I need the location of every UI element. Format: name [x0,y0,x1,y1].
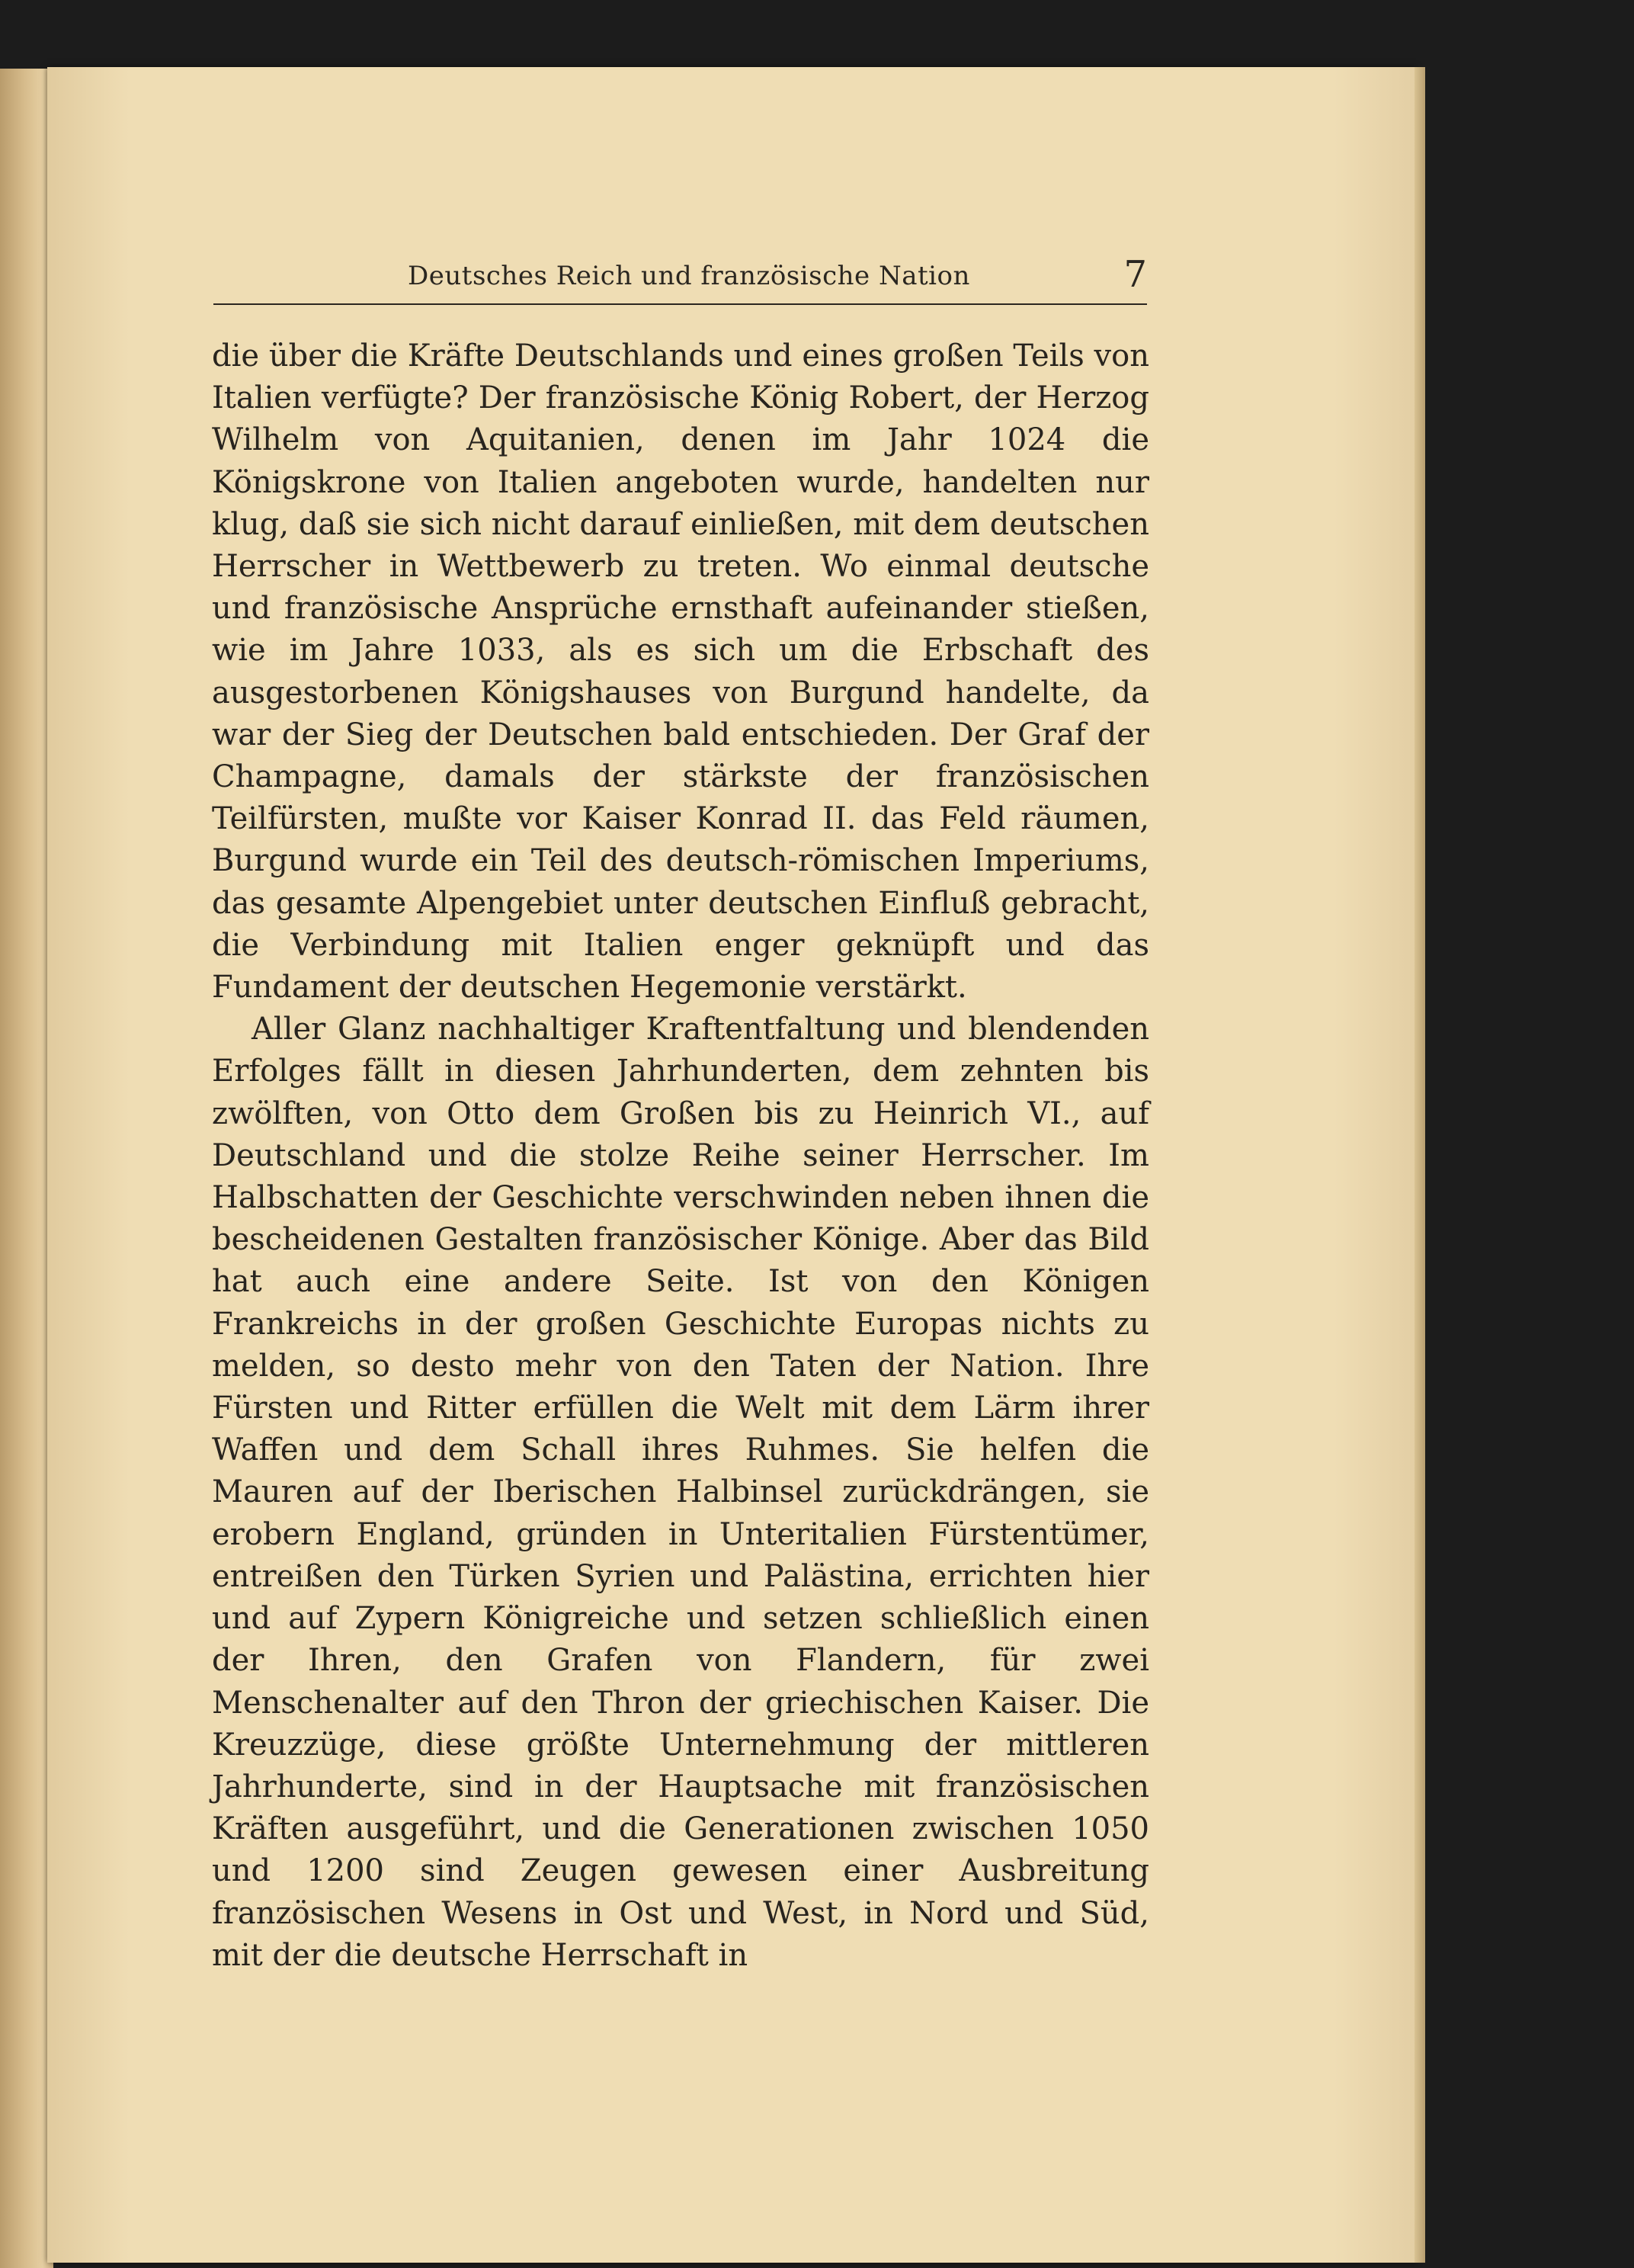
page-edge [1415,67,1425,2263]
running-title: Deutsches Reich und französische Nation [408,261,970,291]
paragraph: Aller Glanz nachhaltiger Kraftentfaltung und blendenden Erfolges fällt in diesen Jahrhunderten, dem zehnten bis zwölften, von Otto dem Großen bis zu Heinrich VI., auf Deutschland und die stolze Reihe seiner Herrscher. Im Halbschatten der Geschichte verschwinden neben ihnen die bescheidenen Gestalten französischer Könige. Aber das Bild hat auch eine andere Seite. Ist von den Königen Frankreichs in der großen Geschichte Europas nichts zu melden, so desto mehr von den Taten der Nation. Ihre Fürsten und Ritter erfüllen die Welt mit dem Lärm ihrer Waffen und dem Schall ihres Ruhmes. Sie helfen die Mauren auf der Iberischen Halbinsel zurückdrängen, sie erobern England, gründen in Unteritalien Fürstentümer, entreißen den Türken Syrien und Palästina, errichten hier und auf Zypern Königreiche und setzen schließlich einen der Ihren, den Grafen von Flandern, für zwei Menschenalter auf den Thron der griechischen Kaiser. Die Kreuzzüge, diese größte Unternehmung der mittleren Jahrhunderte, sind in der Hauptsache mit französischen Kräften ausgeführt, und die Generationen zwischen 1050 und 1200 sind Zeugen gewesen einer Ausbreitung französischen Wesens in Ost und West, in Nord und Süd, mit der die deutsche Herrschaft in [212,1012,1149,1973]
body-text [212,335,1149,1977]
page-number: 7 [1123,253,1147,296]
running-header [213,253,1147,305]
book-spine-edge [0,69,53,2268]
paragraph-continued: die über die Kräfte Deutschlands und eines großen Teils von Italien verfügte? Der französische König Robert, der Herzog Wilhelm von Aquitanien, denen im Jahr 1024 die Königskrone von Italien angeboten wurde, handelten nur klug, daß sie sich nicht darauf einließen, mit dem deutschen Herrscher in Wettbewerb zu treten. Wo einmal deutsche und französische Ansprüche ernsthaft aufeinander stießen, wie im Jahre 1033, als es sich um die Erbschaft des ausgestorbenen Königshauses von Burgund handelte, da war der Sieg der Deutschen bald entschieden. Der Graf der Champagne, damals der stärkste der französischen Teilfürsten, mußte vor Kaiser Konrad II. das Feld räumen, Burgund wurde ein Teil des deutsch-römischen Imperiums, das gesamte Alpengebiet unter deutschen Einfluß gebracht, die Verbindung mit Italien enger geknüpft und das Fundament der deutschen Hegemonie verstärkt. [212,338,1149,1006]
